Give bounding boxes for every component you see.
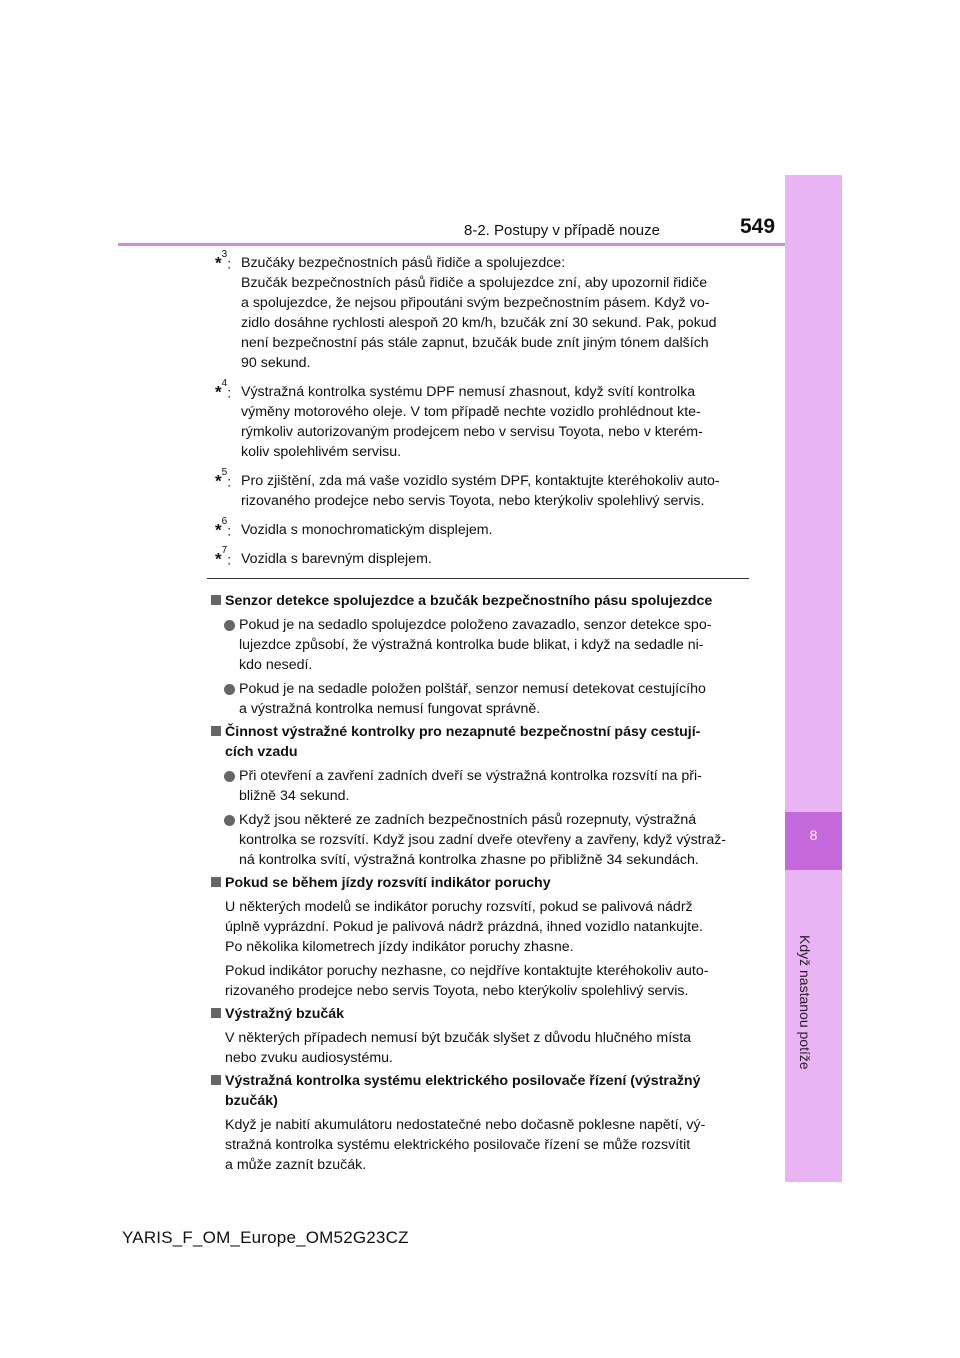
- section-title: [207, 1071, 749, 1111]
- colon: :: [227, 523, 232, 540]
- paragraph: [207, 1028, 749, 1068]
- section-title: [207, 873, 749, 893]
- bullet-line: kontrolka se rozsvítí. Když jsou zadní dveře otevřeny a zavřeny, když výstraž-: [239, 832, 727, 848]
- footnote: [207, 378, 749, 462]
- paragraph-line: úplně vyprázdní. Pokud je palivová nádrž prázdná, ihned vozidlo natankujte.: [225, 919, 703, 935]
- section-heading: 8-2. Postupy v případě nouze: [464, 222, 660, 239]
- footnote-line: Pro zjištění, zda má vaše vozidlo systém DPF, kontaktujte kteréhokoliv auto-: [241, 473, 720, 489]
- paragraph-line: rizovaného prodejce nebo servis Toyota, nebo kterýkoliv spolehlivý servis.: [225, 983, 689, 999]
- footnote-line: 90 sekund.: [241, 355, 311, 371]
- footnote-line: Vozidla s barevným displejem.: [241, 551, 432, 567]
- chapter-title: Když nastanou potíže: [797, 935, 813, 1070]
- footnote-number: 7: [221, 545, 228, 556]
- bullet-item: [207, 810, 749, 870]
- section-title: [207, 1004, 749, 1024]
- footnote-number: 4: [221, 378, 228, 389]
- asterisk: *: [215, 549, 222, 569]
- chapter-side-tab: [785, 175, 842, 1182]
- footnote-line: zidlo dosáhne rychlosti alespoň 20 km/h, bzučák zní 30 sekund. Pak, pokud: [241, 315, 717, 331]
- bullet-line: kdo nesedí.: [239, 657, 313, 673]
- asterisk: *: [215, 520, 222, 540]
- footnote-line: Vozidla s monochromatickým displejem.: [241, 522, 493, 538]
- bullet-line: Když jsou některé ze zadních bezpečnostních pásů rozepnuty, výstražná: [239, 812, 697, 828]
- asterisk: *: [215, 382, 222, 402]
- footnote-number: 5: [221, 467, 228, 478]
- footnote-divider: [207, 578, 749, 579]
- paragraph: [207, 897, 749, 957]
- paragraph: [207, 1115, 749, 1175]
- footnote: [207, 249, 749, 373]
- section-title: [207, 591, 749, 611]
- asterisk: *: [215, 471, 222, 491]
- colon: :: [227, 385, 232, 402]
- page-number: 549: [740, 215, 776, 238]
- bullet-line: lujezdce způsobí, že výstražná kontrolka bude blikat, i když na sedadle ni-: [239, 637, 704, 653]
- paragraph-line: V některých případech nemusí být bzučák slyšet z důvodu hlučného místa: [225, 1030, 692, 1046]
- circle-bullet-icon: [224, 815, 235, 826]
- colon: :: [227, 552, 232, 569]
- circle-bullet-icon: [224, 771, 235, 782]
- paragraph-line: nebo zvuku audiosystému.: [225, 1050, 393, 1066]
- bullet-item: [207, 615, 749, 675]
- section-title-line: Činnost výstražné kontrolky pro nezapnuté bezpečnostní pásy cestují-: [225, 724, 701, 740]
- circle-bullet-icon: [224, 684, 235, 695]
- footnote-mark: [215, 547, 231, 571]
- footnote-line: rizovaného prodejce nebo servis Toyota, nebo kterýkoliv spolehlivý servis.: [241, 493, 705, 509]
- square-bullet-icon: [211, 1075, 221, 1085]
- circle-bullet-icon: [224, 620, 235, 631]
- paragraph-line: stražná kontrolka systému elektrického posilovače řízení se může rozsvítit: [225, 1137, 691, 1153]
- section-title-line: Senzor detekce spolujezdce a bzučák bezpečnostního pásu spolujezdce: [225, 593, 713, 609]
- section-title-line: cích vzadu: [225, 744, 298, 760]
- footnote-line: koliv spolehlivém servisu.: [241, 444, 402, 460]
- bullet-item: [207, 766, 749, 806]
- bullet-line: Pokud je na sedadlo spolujezdce položeno zavazadlo, senzor detekce spo-: [239, 617, 712, 633]
- section-title-line: bzučák): [225, 1093, 278, 1109]
- footnote-line: Výstražná kontrolka systému DPF nemusí zhasnout, když svítí kontrolka: [241, 384, 696, 400]
- footnote-number: 3: [221, 249, 228, 260]
- footnote-line: rýmkoliv autorizovaným prodejcem nebo v servisu Toyota, nebo v kterém-: [241, 424, 703, 440]
- footnote-mark: [215, 469, 231, 493]
- bullet-line: bližně 34 sekund.: [239, 788, 350, 804]
- page-content: [207, 249, 749, 1175]
- colon: :: [227, 474, 232, 491]
- footnote-line: a spolujezdce, že nejsou připoutáni svým bezpečnostním pásem. Když vo-: [241, 295, 710, 311]
- chapter-number: 8: [809, 827, 818, 843]
- paragraph: [207, 961, 749, 1001]
- colon: :: [227, 256, 232, 273]
- sections: [207, 591, 749, 1175]
- footnote: [207, 545, 749, 569]
- paragraph-line: Po několika kilometrech jízdy indikátor poruchy zhasne.: [225, 939, 574, 955]
- asterisk: *: [215, 253, 222, 273]
- bullet-line: a výstražná kontrolka nemusí fungovat správně.: [239, 701, 541, 717]
- footnotes: [207, 249, 749, 569]
- bullet-line: ná kontrolka svítí, výstražná kontrolka zhasne po přibližně 34 sekundách.: [239, 852, 699, 868]
- paragraph-line: a může zaznít bzučák.: [225, 1157, 367, 1173]
- footnote-line: výměny motorového oleje. V tom případě nechte vozidlo prohlédnout kte-: [241, 404, 701, 420]
- footnote-line: Bzučáky bezpečnostních pásů řidiče a spolujezdce:: [241, 255, 566, 271]
- section-title-line: Pokud se během jízdy rozsvítí indikátor poruchy: [225, 875, 551, 891]
- footnote-line: není bezpečnostní pás stále zapnut, bzučák bude znít jiným tónem dalších: [241, 335, 709, 351]
- bullet-line: Pokud je na sedadle položen polštář, senzor nemusí detekovat cestujícího: [239, 681, 706, 697]
- footnote-number: 6: [221, 516, 228, 527]
- bullet-item: [207, 679, 749, 719]
- square-bullet-icon: [211, 595, 221, 605]
- footnote-mark: [215, 380, 231, 404]
- header-rule: [118, 243, 785, 246]
- document-code: YARIS_F_OM_Europe_OM52G23CZ: [122, 1228, 409, 1247]
- footnote-line: Bzučák bezpečnostních pásů řidiče a spolujezdce zní, aby upozornil řidiče: [241, 275, 708, 291]
- square-bullet-icon: [211, 877, 221, 887]
- footnote-mark: [215, 251, 231, 275]
- paragraph-line: Když je nabití akumulátoru nedostatečné nebo dočasně poklesne napětí, vý-: [225, 1117, 706, 1133]
- footnote: [207, 467, 749, 511]
- square-bullet-icon: [211, 726, 221, 736]
- square-bullet-icon: [211, 1008, 221, 1018]
- section-title-line: Výstražná kontrolka systému elektrického posilovače řízení (výstražný: [225, 1073, 701, 1089]
- section-title-line: Výstražný bzučák: [225, 1006, 345, 1022]
- footnote-mark: [215, 518, 231, 542]
- paragraph-line: Pokud indikátor poruchy nezhasne, co nejdříve kontaktujte kteréhokoliv auto-: [225, 963, 709, 979]
- paragraph-line: U některých modelů se indikátor poruchy rozsvítí, pokud se palivová nádrž: [225, 899, 693, 915]
- section-title: [207, 722, 749, 762]
- footnote: [207, 516, 749, 540]
- bullet-line: Při otevření a zavření zadních dveří se výstražná kontrolka rozsvítí na při-: [239, 768, 702, 784]
